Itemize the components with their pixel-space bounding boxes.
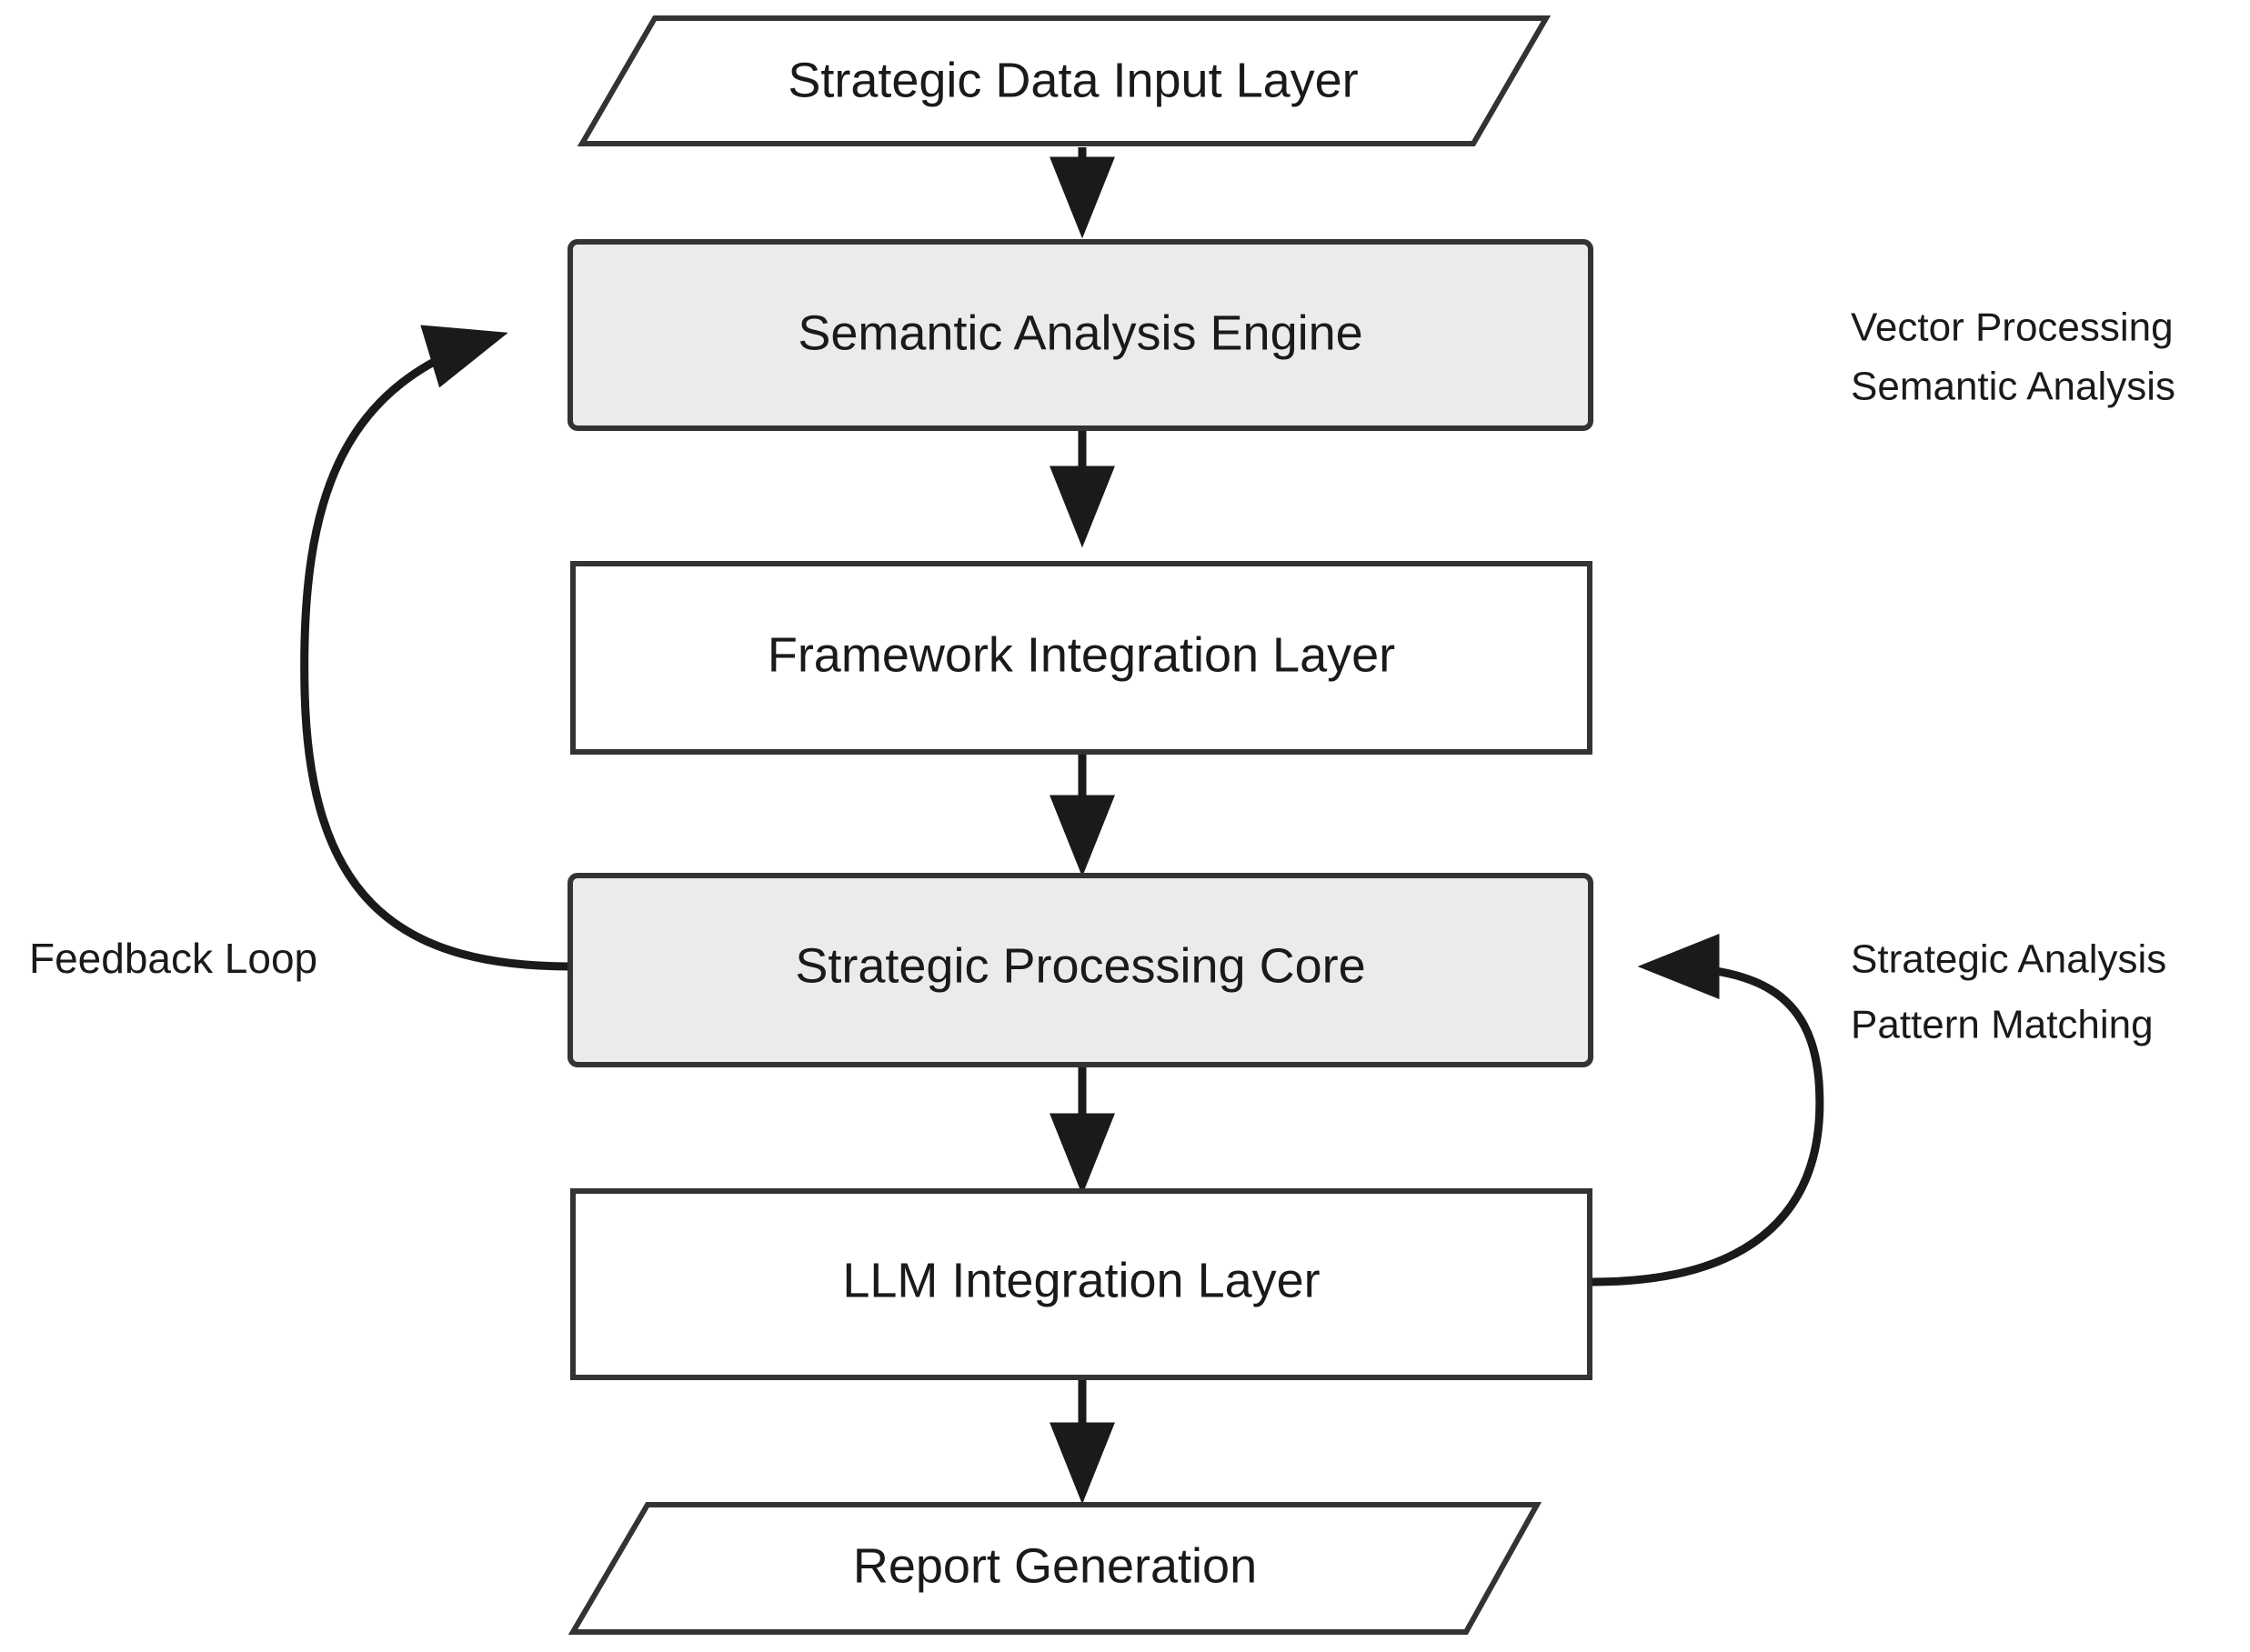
node-strategic-data-input-layer[interactable]	[582, 18, 1546, 144]
node-llm-integration-layer[interactable]	[573, 1191, 1590, 1377]
annotation-vector-processing: Vector Processing	[1851, 305, 2174, 350]
node-label-semantic: Semantic Analysis Engine	[798, 305, 1363, 361]
annotation-semantic-analysis: Semantic Analysis	[1851, 364, 2176, 409]
edge-llm-to-core-loop	[1592, 966, 1820, 1282]
node-label-framework: Framework Integration Layer	[767, 627, 1396, 683]
node-report-generation[interactable]	[573, 1505, 1537, 1632]
node-label-report: Report Generation	[852, 1538, 1258, 1594]
node-semantic-analysis-engine[interactable]	[570, 242, 1591, 428]
edge-label-feedback-loop: Feedback Loop	[29, 935, 318, 983]
annotation-pattern-matching: Pattern Matching	[1851, 1002, 2154, 1047]
annotation-strategic-analysis: Strategic Analysis	[1851, 936, 2167, 982]
edge-feedback-loop	[305, 336, 570, 966]
node-framework-integration-layer[interactable]	[573, 564, 1590, 752]
node-label-input: Strategic Data Input Layer	[788, 53, 1359, 108]
node-strategic-processing-core[interactable]	[570, 876, 1591, 1065]
node-label-core: Strategic Processing Core	[795, 938, 1366, 994]
node-label-llm: LLM Integration Layer	[842, 1253, 1321, 1308]
